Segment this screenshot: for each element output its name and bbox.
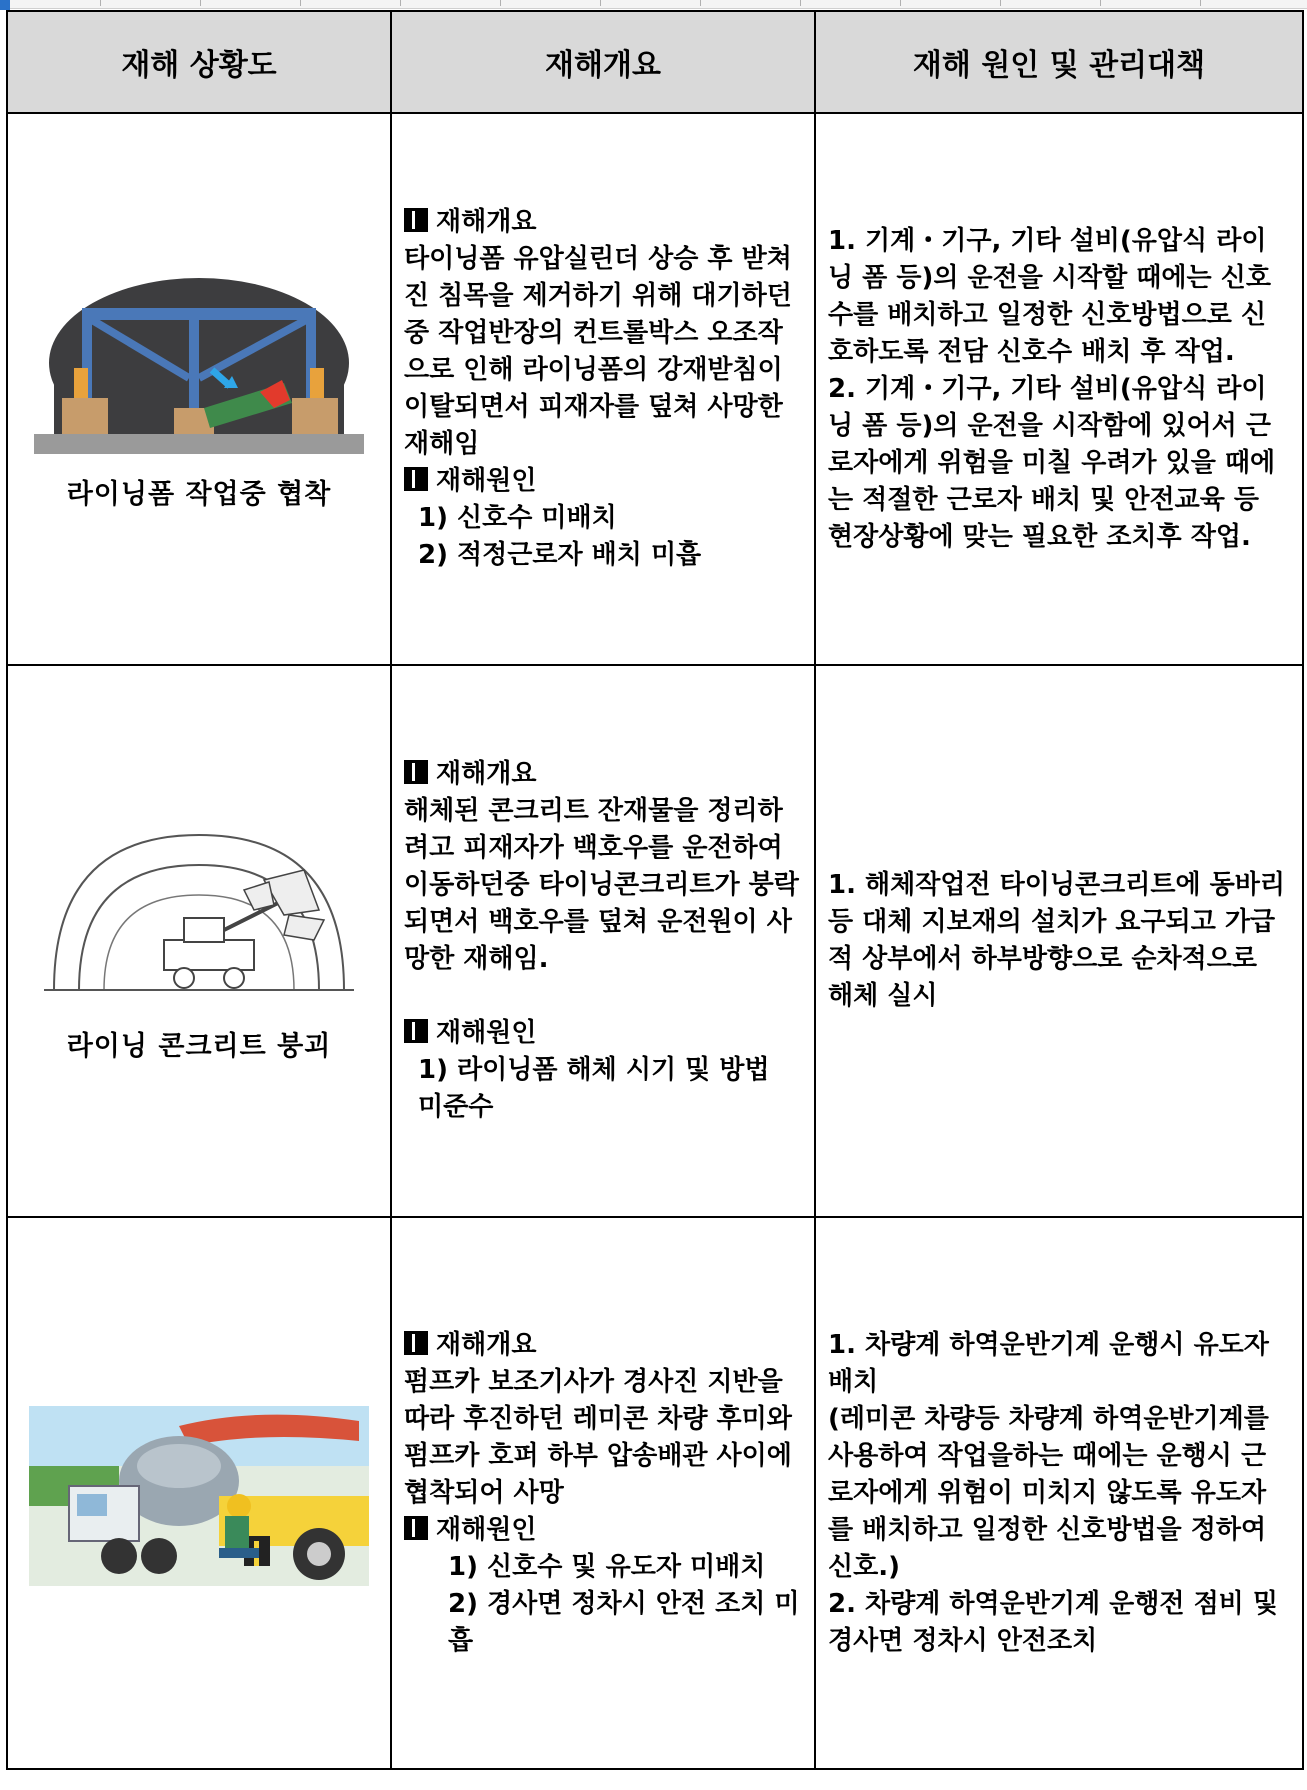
- tunnel-collapse-illustration: [34, 820, 364, 1010]
- lining-form-illustration: [34, 268, 364, 458]
- overview-text: 타이닝폼 유압실린더 상승 후 받쳐진 침목을 제거하기 위해 대기하던 중 작업반장의 컨트롤박스 오조작으로 인해 라이닝폼의 강재받침이 이탈되면서 피재자를 덮쳐 사망한 재해임: [404, 244, 792, 459]
- overview-heading: 재해개요: [404, 756, 802, 793]
- overview-text: 펌프카 보조기사가 경사진 지반을 따라 후진하던 레미콘 차량 후미와 펌프카 호퍼 하부 압송배관 사이에 협착되어 사망: [404, 1366, 792, 1508]
- overview-heading: 재해개요: [404, 1327, 802, 1364]
- pump-truck-illustration: [29, 1386, 369, 1586]
- situation-cell: [7, 113, 391, 665]
- measures-cell: [815, 665, 1303, 1217]
- cause-item: 1) 신호수 미배치: [418, 503, 617, 533]
- square-bullet-icon: [404, 760, 428, 784]
- measure-item: 1. 해체작업전 타이닝콘크리트에 동바리 등 대체 지보재의 설치가 요구되고 가급적 상부에서 하부방향으로 순차적으로 해체 실시: [828, 870, 1285, 1011]
- situation-cell: [7, 665, 391, 1217]
- measures-cell: [815, 113, 1303, 665]
- cause-heading: 재해원인: [404, 1015, 802, 1052]
- situation-caption: 라이닝폼 작업중 협착: [66, 478, 332, 510]
- cause-item: 1) 라이닝폼 해체 시기 및 방법 미준수: [418, 1055, 770, 1122]
- cause-heading: 재해원인: [404, 1512, 802, 1549]
- measure-item: 2. 차량계 하역운반기계 운행전 점비 및 경사면 정차시 안전조치: [828, 1588, 1278, 1656]
- overview-heading: 재해개요: [404, 204, 802, 241]
- table-row: [7, 1217, 1303, 1769]
- measure-item: 1. 기계・기구, 기타 설비(유압식 라이닝 폼 등)의 운전을 시작할 때에는 신호수를 배치하고 일정한 신호방법으로 신호하도록 전담 신호수 배치 후 작업.: [828, 225, 1271, 367]
- square-bullet-icon: [404, 1516, 428, 1540]
- cause-item: 1) 신호수 및 유도자 미배치: [448, 1551, 766, 1582]
- table-header-row: [7, 11, 1303, 113]
- table-handle-icon[interactable]: [0, 0, 10, 10]
- table-row: [7, 665, 1303, 1217]
- spacer: [404, 978, 802, 1015]
- header-cause-measures: 재해 원인 및 관리대책: [815, 11, 1303, 113]
- measure-item: 2. 기계・기구, 기타 설비(유압식 라이닝 폼 등)의 운전을 시작함에 있어서 근로자에게 위험을 미칠 우려가 있을 때에는 적절한 근로자 배치 및 안전교육 등 현장상황에 맞는 필요한 조치후 작업.: [828, 373, 1276, 552]
- overview-text: 해체된 콘크리트 잔재물을 정리하려고 피재자가 백호우를 운전하여 이동하던중 타이닝콘크리트가 붕락되면서 백호우를 덮쳐 운전원이 사망한 재해임.: [404, 796, 799, 974]
- cause-item: 2) 적정근로자 배치 미흡: [418, 540, 702, 570]
- square-bullet-icon: [404, 208, 428, 232]
- situation-caption: 라이닝 콘크리트 붕괴: [66, 1030, 332, 1062]
- measure-item: (레미콘 차량등 차량계 하역운반기계를 사용하여 작업을하는 때에는 운행시 근로자에게 위험이 미치지 않도록 유도자를 배치하고 일정한 신호방법을 정하여 신호.): [828, 1403, 1269, 1582]
- overview-cell: [391, 113, 815, 665]
- header-overview: 재해개요: [391, 11, 815, 113]
- square-bullet-icon: [404, 467, 428, 491]
- measure-item: 1. 차량계 하역운반기계 운행시 유도자 배치: [828, 1329, 1269, 1397]
- square-bullet-icon: [404, 1331, 428, 1355]
- cause-heading: 재해원인: [404, 463, 802, 500]
- document-ruler: [0, 0, 1307, 9]
- overview-cell: [391, 1217, 815, 1769]
- accident-case-table: [6, 10, 1304, 1770]
- situation-cell: [7, 1217, 391, 1769]
- cause-item: 2) 경사면 정차시 안전 조치 미흡: [448, 1588, 800, 1656]
- square-bullet-icon: [404, 1019, 428, 1043]
- measures-cell: [815, 1217, 1303, 1769]
- header-situation: 재해 상황도: [7, 11, 391, 113]
- overview-cell: [391, 665, 815, 1217]
- table-row: [7, 113, 1303, 665]
